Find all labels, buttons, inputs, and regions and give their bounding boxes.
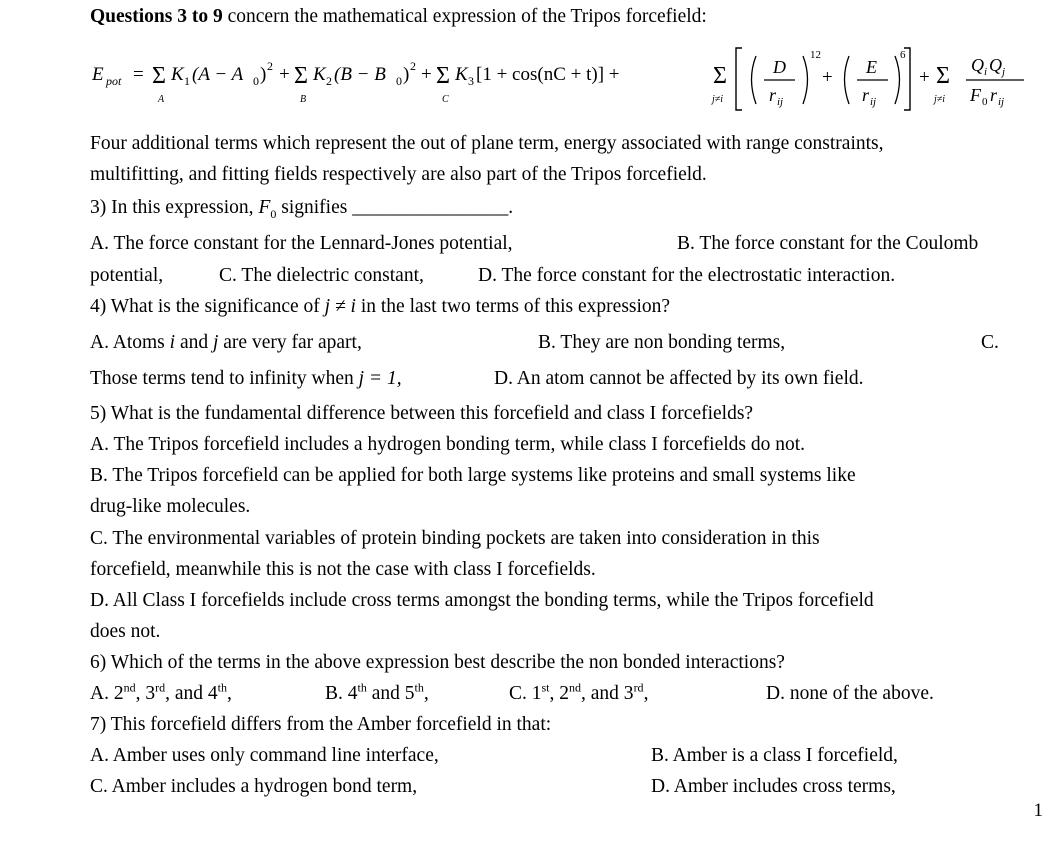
q4-j: j — [212, 332, 219, 353]
q5-stem: 5) What is the fundamental difference between this forcefield and class I forcefields? — [90, 403, 754, 424]
q6-optC-sup-rd: rd — [633, 680, 644, 695]
eq-sum-index-5: j≠i — [934, 94, 946, 105]
q3-stem-b: signifies — [276, 197, 353, 218]
eq-pow-12: 12 — [810, 49, 821, 61]
eq-E: E — [92, 64, 104, 85]
q6-sup-nd: nd — [123, 680, 136, 695]
eq-pow-6: 6 — [900, 49, 906, 61]
q4-option-a — [90, 331, 362, 355]
q3-option-c: C. The dielectric constant, — [219, 265, 424, 286]
q7-option-a: A. Amber uses only command line interface, — [90, 745, 439, 766]
eq-r-1: r — [769, 85, 777, 105]
eq-paren-r2 — [895, 56, 900, 104]
q5-option-a: A. The Tripos forcefield includes a hydrogen bonding term, while class I forcefields do not. — [90, 434, 806, 455]
eq-bracket-left — [736, 48, 742, 110]
eq-equals: = — [133, 64, 144, 85]
paragraph-line-2: multifitting, and fitting fields respectively are also part of the Tripos forcefield. — [90, 164, 707, 185]
q6-sup-st: st — [541, 680, 550, 695]
q5-option-b-1: B. The Tripos forcefield can be applied for both large systems like proteins and small systems like — [90, 465, 856, 486]
q4-option-c-cont — [90, 367, 402, 391]
q3-option-a: A. The force constant for the Lennard-Jones potential, — [90, 233, 513, 254]
q6-optC-c: , and 3 — [581, 683, 634, 704]
q7-option-b: B. Amber is a class I forcefield, — [651, 745, 898, 766]
eq-sigma-4: Σ — [713, 63, 727, 89]
q4-stem-a: 4) What is the significance of — [90, 296, 325, 317]
eq-sq-1: 2 — [267, 59, 273, 73]
q4-option-b: B. They are non bonding terms, — [538, 332, 786, 353]
eq-Q-j: Q — [989, 55, 1002, 75]
eq-sum-index-B: B — [300, 94, 307, 105]
intro-line — [90, 5, 707, 29]
q4-stem — [90, 295, 670, 319]
eq-K2-sub: 2 — [326, 74, 332, 88]
q4-optA-b: are very far apart, — [218, 332, 362, 353]
eq-r-3: r — [990, 85, 998, 105]
intro-rest: concern the mathematical expression of the Tripos forcefield: — [222, 6, 707, 27]
q6-optC-b: , 2 — [549, 683, 570, 704]
eq-A-expr: (A − A — [192, 64, 244, 85]
q6-optB-b: and 5 — [366, 683, 415, 704]
q4-and: and — [175, 332, 213, 353]
q3-option-b-cont: potential, — [90, 265, 164, 286]
eq-plus-lj: + — [822, 67, 833, 88]
q6-option-d: D. none of the above. — [766, 683, 934, 704]
q7-option-d: D. Amber includes cross terms, — [651, 776, 896, 797]
eq-K1: K — [171, 64, 184, 85]
eq-plus-2: + — [421, 64, 432, 85]
q6-optB-comma: , — [423, 683, 429, 704]
q4-optC2-a: Those terms tend to infinity when — [90, 368, 359, 389]
q5-option-d-1: D. All Class I forcefields include cross terms amongst the bonding terms, while the Tripos forcefield — [90, 590, 874, 611]
q6-stem: 6) Which of the terms in the above expression best describe the non bonded interactions? — [90, 652, 785, 673]
eq-paren-l1 — [752, 56, 757, 104]
eq-sq-2: 2 — [410, 59, 416, 73]
q6-optB-sup-th-1: th — [357, 680, 367, 695]
eq-rij-sub-3: ij — [998, 96, 1005, 108]
q6-optB-a: B. 4 — [325, 683, 358, 704]
q6-option-a — [90, 682, 232, 706]
eq-A0-sub: 0 — [253, 74, 259, 88]
eq-K2: K — [313, 64, 326, 85]
q6-sup-rd: rd — [155, 680, 166, 695]
eq-Q-i: Q — [971, 55, 984, 75]
eq-plus-5: + — [919, 67, 930, 88]
q5-option-b-2: drug-like molecules. — [90, 496, 251, 517]
eq-sum-index-4: j≠i — [712, 94, 724, 105]
q4-option-c: C. — [981, 332, 999, 353]
q6-optC-comma: , — [643, 683, 649, 704]
q5-option-d-2: does not. — [90, 621, 161, 642]
q6-option-c — [509, 682, 648, 706]
eq-B0-sub: 0 — [396, 74, 402, 88]
eq-close-1: ) — [260, 64, 267, 85]
q5-option-c-2: forcefield, meanwhile this is not the case with class I forcefields. — [90, 559, 596, 580]
q3-F0: 0 — [270, 206, 277, 221]
q6-optC-a: C. 1 — [509, 683, 542, 704]
eq-rij-sub-2: ij — [870, 96, 877, 108]
q3-F: F — [258, 197, 271, 218]
q3-option-b: B. The force constant for the Coulomb — [677, 233, 979, 254]
eq-paren-l2 — [845, 56, 850, 104]
q4-i: i — [169, 332, 176, 353]
eq-sigma-5: Σ — [936, 63, 950, 89]
q3-option-d: D. The force constant for the electrostatic interaction. — [478, 265, 896, 286]
eq-sigma-2: Σ — [294, 63, 308, 89]
eq-sum-index-C: C — [442, 94, 449, 105]
q6-option-b — [325, 682, 429, 706]
eq-paren-r1 — [803, 56, 808, 104]
intro-bold: Questions 3 to 9 — [90, 6, 223, 27]
eq-Q-j-sub: j — [1002, 66, 1006, 78]
eq-F0-sub: 0 — [982, 96, 988, 108]
page-number: 1 — [1033, 800, 1043, 821]
eq-D: D — [773, 57, 786, 77]
q4-optA-a: A. Atoms — [90, 332, 170, 353]
eq-sigma-3: Σ — [436, 63, 450, 89]
q3-stem — [90, 196, 513, 220]
q4-option-d: D. An atom cannot be affected by its own field. — [494, 368, 864, 389]
q4-cond: j ≠ i — [324, 296, 356, 317]
eq-sum-index-A: A — [158, 94, 165, 105]
eq-rij-sub-1: ij — [777, 96, 784, 108]
q6-optC-sup-nd: nd — [569, 680, 582, 695]
eq-K3: K — [455, 64, 468, 85]
eq-C-expr: [1 + cos(nC + t)] + — [476, 64, 620, 85]
eq-close-2: ) — [403, 64, 410, 85]
eq-B-expr: (B − B — [334, 64, 386, 85]
eq-sigma-1: Σ — [152, 63, 166, 89]
q6-optA-comma: , — [226, 683, 232, 704]
q6-optA-a: A. 2 — [90, 683, 124, 704]
eq-Q-i-sub: i — [984, 66, 988, 78]
eq-E2: E — [866, 57, 877, 77]
eq-plus-1: + — [279, 64, 290, 85]
q4-optC2-cond: j = 1, — [358, 368, 402, 389]
q3-blank: ________________. — [352, 197, 514, 218]
q3-stem-a: 3) In this expression, — [90, 197, 259, 218]
eq-F: F — [970, 85, 981, 105]
q7-option-c: C. Amber includes a hydrogen bond term, — [90, 776, 418, 797]
q6-optA-b: , 3 — [135, 683, 156, 704]
q6-sup-th: th — [217, 680, 227, 695]
eq-pot-sub: pot — [106, 74, 122, 88]
q4-stem-b: in the last two terms of this expression? — [355, 296, 671, 317]
q5-option-c-1: C. The environmental variables of protein binding pockets are taken into consideration in this — [90, 528, 820, 549]
q6-optA-c: , and 4 — [165, 683, 218, 704]
eq-K1-sub: 1 — [184, 74, 190, 88]
eq-r-2: r — [862, 85, 870, 105]
q7-stem: 7) This forcefield differs from the Amber forcefield in that: — [90, 714, 552, 735]
q6-optB-sup-th-2: th — [414, 680, 424, 695]
eq-K3-sub: 3 — [468, 74, 474, 88]
tripos-equation — [0, 28, 1055, 128]
paragraph-line-1: Four additional terms which represent the out of plane term, energy associated with range constraints, — [90, 133, 884, 154]
